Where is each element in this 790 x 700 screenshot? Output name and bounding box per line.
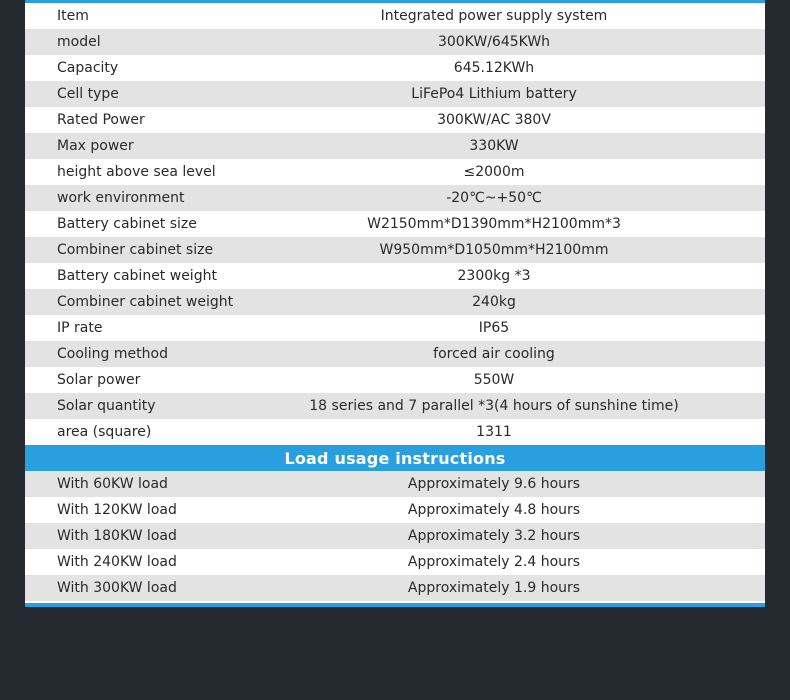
row-value: 2300kg *3	[457, 268, 531, 284]
table-row	[25, 107, 765, 133]
load-usage-table	[25, 471, 765, 601]
row-label: Battery cabinet weight	[57, 268, 217, 284]
row-label: Solar power	[57, 372, 141, 388]
table-row	[25, 315, 765, 341]
spec-table-card	[25, 0, 765, 607]
row-label: Battery cabinet size	[57, 216, 197, 232]
row-label: area (square)	[57, 424, 152, 440]
row-value: 300KW/645KWh	[437, 34, 551, 50]
row-value: ≤2000m	[463, 164, 525, 180]
row-value: Approximately 3.2 hours	[407, 528, 581, 544]
table-row	[25, 367, 765, 393]
load-usage-header: Load usage instructions	[25, 445, 765, 471]
row-label: With 300KW load	[57, 580, 177, 596]
row-value: Approximately 1.9 hours	[407, 580, 581, 596]
table-row	[25, 393, 765, 419]
row-value: 240kg	[472, 294, 516, 310]
row-label: With 120KW load	[57, 502, 177, 518]
spec-table	[25, 3, 765, 445]
row-value: Integrated power supply system	[380, 8, 608, 24]
row-value: 550W	[473, 372, 515, 388]
row-value: -20℃~+50℃	[446, 190, 542, 206]
table-row	[25, 289, 765, 315]
table-row	[25, 29, 765, 55]
row-label: With 180KW load	[57, 528, 177, 544]
table-row	[25, 133, 765, 159]
row-label: work environment	[57, 190, 185, 206]
row-label: model	[57, 34, 101, 50]
table-row	[25, 263, 765, 289]
row-value: Approximately 9.6 hours	[407, 476, 581, 492]
row-label: Rated Power	[57, 112, 145, 128]
row-label: Capacity	[57, 60, 119, 76]
row-value: 330KW	[469, 138, 519, 154]
row-value: IP65	[478, 320, 510, 336]
table-row	[25, 419, 765, 445]
row-value: LiFePo4 Lithium battery	[411, 86, 577, 102]
row-label: IP rate	[57, 320, 103, 336]
table-row	[25, 341, 765, 367]
row-value: forced air cooling	[433, 346, 555, 362]
row-label: Combiner cabinet size	[57, 242, 214, 258]
row-label: With 60KW load	[57, 476, 168, 492]
table-row	[25, 211, 765, 237]
row-label: Cell type	[57, 86, 119, 102]
row-value: Approximately 4.8 hours	[407, 502, 581, 518]
row-value: Approximately 2.4 hours	[407, 554, 581, 570]
table-row	[25, 497, 765, 523]
row-label: Combiner cabinet weight	[57, 294, 234, 310]
row-value: W950mm*D1050mm*H2100mm	[379, 242, 609, 258]
row-label: Max power	[57, 138, 134, 154]
table-row	[25, 237, 765, 263]
table-row	[25, 159, 765, 185]
row-value: 18 series and 7 parallel *3(4 hours of sunshine time)	[309, 398, 679, 414]
row-value: 1311	[476, 424, 512, 440]
row-label: height above sea level	[57, 164, 216, 180]
table-row	[25, 81, 765, 107]
table-row	[25, 549, 765, 575]
table-row	[25, 523, 765, 549]
row-label: Cooling method	[57, 346, 168, 362]
row-label: With 240KW load	[57, 554, 177, 570]
row-label: Solar quantity	[57, 398, 156, 414]
table-row	[25, 471, 765, 497]
table-row	[25, 3, 765, 29]
row-value: 300KW/AC 380V	[437, 112, 551, 128]
row-label: Item	[57, 8, 89, 24]
row-value: W2150mm*D1390mm*H2100mm*3	[367, 216, 621, 232]
table-row	[25, 55, 765, 81]
table-row	[25, 185, 765, 211]
table-row	[25, 575, 765, 601]
row-value: 645.12KWh	[453, 60, 535, 76]
